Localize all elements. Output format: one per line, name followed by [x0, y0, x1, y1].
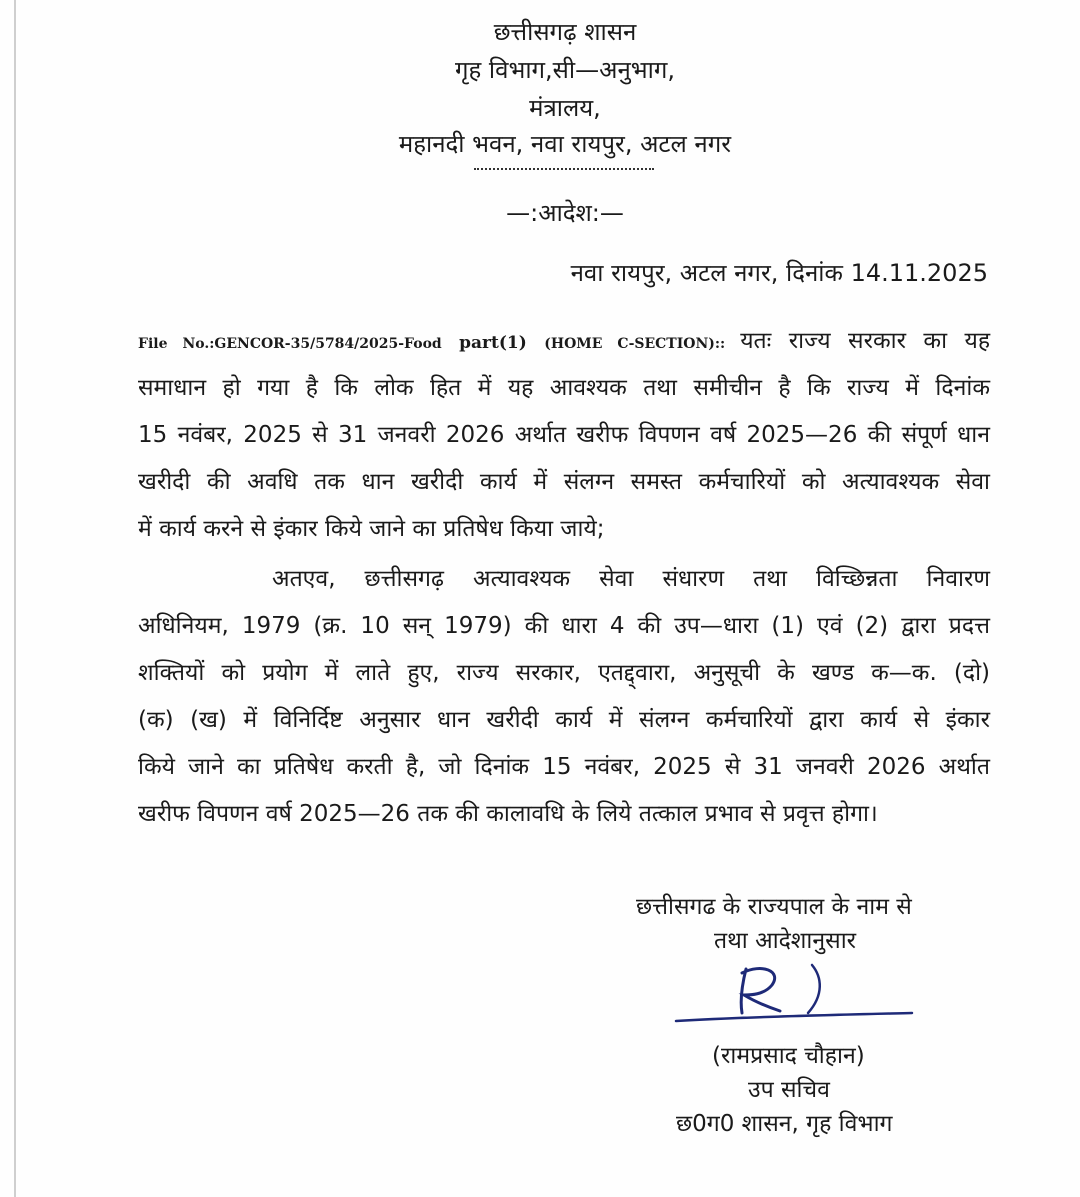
paragraph-line: 15 नवंबर, 2025 से 31 जनवरी 2026 अर्थात खरीफ विपणन वर्ष 2025—26 की संपूर्ण धान [138, 422, 990, 448]
paragraph-line: (क) (ख) में विनिर्दिष्ट अनुसार धान खरीदी कार्य में संलग्न कर्मचारियों द्वारा कार्य से इंकार [138, 707, 990, 733]
signatory-designation: उप सचिव [748, 1077, 830, 1103]
order-title: —:आदेश:— [506, 199, 624, 227]
paragraph-line: अधिनियम, 1979 (क्र. 10 सन् 1979) की धारा 4 की उप—धारा (1) एवं (2) द्वारा प्रदत्त [138, 613, 990, 639]
page-edge-shadow [14, 0, 16, 1197]
file-number: File No.:GENCOR-35/5784/2025-Food [138, 336, 442, 352]
handwritten-signature [672, 955, 916, 1035]
paragraph-line: खरीदी की अवधि तक धान खरीदी कार्य में संलग्न समस्त कर्मचारियों को अत्यावश्यक सेवा [138, 469, 990, 495]
file-part: part(1) [459, 333, 527, 353]
dotted-separator [474, 168, 654, 170]
signatory-name: (रामप्रसाद चौहान) [712, 1043, 865, 1069]
paragraph-line: में कार्य करने से इंकार किये जाने का प्रतिषेध किया जाये; [138, 516, 605, 542]
signature-caption-line1: छत्तीसगढ के राज्यपाल के नाम से [636, 894, 912, 920]
header-ministry: मंत्रालय, [529, 94, 601, 122]
paragraph-line: समाधान हो गया है कि लोक हित में यह आवश्यक तथा समीचीन है कि राज्य में दिनांक [138, 375, 990, 401]
paragraph-preamble [138, 318, 990, 553]
header-government: छत्तीसगढ़ शासन [493, 18, 637, 46]
paragraph-line: शक्तियों को प्रयोग में लाते हुए, राज्य सरकार, एतद्द्वारा, अनुसूची के खण्ड क—क. (दो) [138, 660, 990, 686]
file-section: (HOME C-SECTION):: [544, 336, 741, 352]
paragraph-order [138, 556, 990, 838]
paragraph-line [138, 318, 990, 365]
signature-caption-line2: तथा आदेशानुसार [714, 928, 857, 954]
signatory-department: छ0ग0 शासन, गृह विभाग [676, 1111, 893, 1137]
paragraph-text: यतः राज्य सरकार का यह [740, 328, 991, 354]
paragraph-line: खरीफ विपणन वर्ष 2025—26 तक की कालावधि के लिये तत्काल प्रभाव से प्रवृत्त होगा। [138, 801, 878, 827]
header-address: महानदी भवन, नवा रायपुर, अटल नगर [398, 130, 732, 158]
paragraph-line: अतएव, छत्तीसगढ़ अत्यावश्यक सेवा संधारण तथा विच्छिन्नता निवारण [272, 566, 990, 592]
header-department: गृह विभाग,सी—अनुभाग, [455, 56, 675, 84]
paragraph-line: किये जाने का प्रतिषेध करती है, जो दिनांक 15 नवंबर, 2025 से 31 जनवरी 2026 अर्थात [138, 754, 990, 780]
date-line: नवा रायपुर, अटल नगर, दिनांक 14.11.2025 [570, 259, 988, 287]
